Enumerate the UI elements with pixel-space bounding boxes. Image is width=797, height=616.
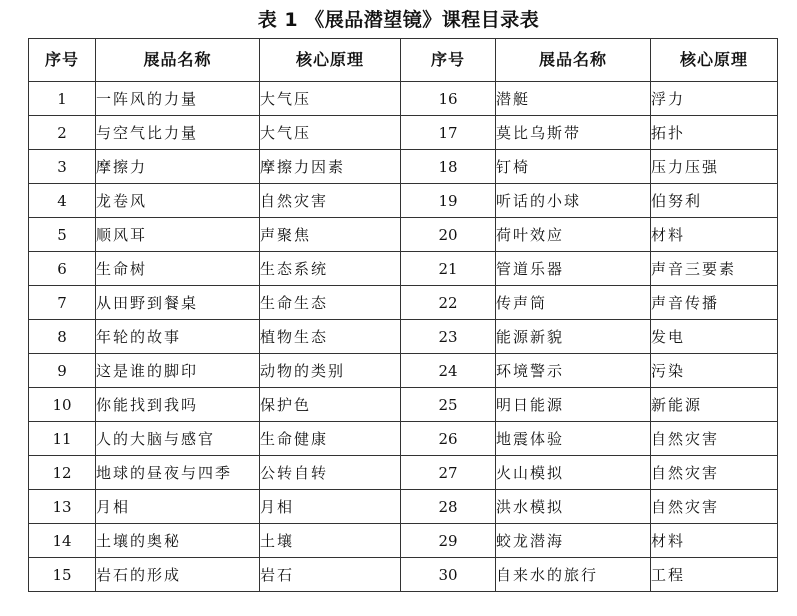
cell-exhibit-name-right: 能源新貌 — [496, 320, 651, 354]
cell-core-principle-right: 新能源 — [651, 388, 778, 422]
table-row — [29, 524, 778, 558]
cell-index-right: 20 — [401, 218, 496, 252]
cell-exhibit-name-left: 地球的昼夜与四季 — [96, 456, 260, 490]
cell-exhibit-name-right: 潜艇 — [496, 82, 651, 116]
cell-core-principle-left: 保护色 — [260, 388, 401, 422]
cell-core-principle-right: 发电 — [651, 320, 778, 354]
cell-exhibit-name-right: 火山模拟 — [496, 456, 651, 490]
cell-exhibit-name-right: 洪水模拟 — [496, 490, 651, 524]
table-row — [29, 388, 778, 422]
cell-exhibit-name-right: 环境警示 — [496, 354, 651, 388]
header-exhibit-name-left: 展品名称 — [96, 39, 260, 82]
cell-core-principle-right: 材料 — [651, 218, 778, 252]
cell-index-left: 10 — [29, 388, 96, 422]
cell-exhibit-name-right: 自来水的旅行 — [496, 558, 651, 592]
cell-exhibit-name-right: 听话的小球 — [496, 184, 651, 218]
table-row — [29, 456, 778, 490]
cell-exhibit-name-right: 钉椅 — [496, 150, 651, 184]
cell-core-principle-left: 动物的类别 — [260, 354, 401, 388]
cell-index-left: 11 — [29, 422, 96, 456]
cell-index-left: 2 — [29, 116, 96, 150]
table-row — [29, 320, 778, 354]
cell-index-right: 18 — [401, 150, 496, 184]
cell-index-right: 16 — [401, 82, 496, 116]
cell-index-right: 26 — [401, 422, 496, 456]
cell-core-principle-right: 压力压强 — [651, 150, 778, 184]
cell-exhibit-name-left: 顺风耳 — [96, 218, 260, 252]
cell-core-principle-left: 月相 — [260, 490, 401, 524]
cell-index-left: 5 — [29, 218, 96, 252]
cell-exhibit-name-left: 土壤的奥秘 — [96, 524, 260, 558]
cell-exhibit-name-left: 摩擦力 — [96, 150, 260, 184]
cell-exhibit-name-left: 你能找到我吗 — [96, 388, 260, 422]
table-row — [29, 82, 778, 116]
cell-exhibit-name-left: 从田野到餐桌 — [96, 286, 260, 320]
cell-index-left: 15 — [29, 558, 96, 592]
cell-core-principle-left: 土壤 — [260, 524, 401, 558]
cell-exhibit-name-right: 传声筒 — [496, 286, 651, 320]
cell-core-principle-right: 材料 — [651, 524, 778, 558]
cell-index-left: 12 — [29, 456, 96, 490]
cell-core-principle-left: 公转自转 — [260, 456, 401, 490]
cell-index-right: 30 — [401, 558, 496, 592]
cell-core-principle-left: 植物生态 — [260, 320, 401, 354]
cell-exhibit-name-left: 岩石的形成 — [96, 558, 260, 592]
cell-index-left: 13 — [29, 490, 96, 524]
table-row — [29, 116, 778, 150]
cell-index-right: 23 — [401, 320, 496, 354]
header-exhibit-name-right: 展品名称 — [496, 39, 651, 82]
cell-core-principle-left: 岩石 — [260, 558, 401, 592]
table-row — [29, 184, 778, 218]
cell-exhibit-name-left: 一阵风的力量 — [96, 82, 260, 116]
cell-index-left: 14 — [29, 524, 96, 558]
table-row — [29, 422, 778, 456]
cell-core-principle-left: 声聚焦 — [260, 218, 401, 252]
table-row — [29, 252, 778, 286]
table-body — [29, 82, 778, 592]
cell-core-principle-left: 生态系统 — [260, 252, 401, 286]
course-catalog-table — [28, 38, 778, 592]
header-core-principle-right: 核心原理 — [651, 39, 778, 82]
table-row — [29, 354, 778, 388]
cell-core-principle-left: 大气压 — [260, 82, 401, 116]
cell-exhibit-name-left: 这是谁的脚印 — [96, 354, 260, 388]
cell-core-principle-right: 声音三要素 — [651, 252, 778, 286]
cell-core-principle-right: 工程 — [651, 558, 778, 592]
table-row — [29, 558, 778, 592]
cell-index-left: 1 — [29, 82, 96, 116]
cell-index-left: 4 — [29, 184, 96, 218]
cell-core-principle-left: 生命健康 — [260, 422, 401, 456]
table-row — [29, 150, 778, 184]
cell-index-left: 3 — [29, 150, 96, 184]
cell-exhibit-name-left: 生命树 — [96, 252, 260, 286]
cell-exhibit-name-right: 蛟龙潜海 — [496, 524, 651, 558]
cell-exhibit-name-right: 地震体验 — [496, 422, 651, 456]
cell-core-principle-right: 伯努利 — [651, 184, 778, 218]
cell-exhibit-name-left: 年轮的故事 — [96, 320, 260, 354]
cell-core-principle-right: 污染 — [651, 354, 778, 388]
cell-index-right: 19 — [401, 184, 496, 218]
cell-exhibit-name-right: 管道乐器 — [496, 252, 651, 286]
header-index-right: 序号 — [401, 39, 496, 82]
cell-core-principle-right: 自然灾害 — [651, 456, 778, 490]
cell-index-left: 7 — [29, 286, 96, 320]
cell-index-right: 24 — [401, 354, 496, 388]
cell-index-right: 28 — [401, 490, 496, 524]
cell-core-principle-right: 自然灾害 — [651, 490, 778, 524]
header-index-left: 序号 — [29, 39, 96, 82]
table-row — [29, 286, 778, 320]
table-row — [29, 218, 778, 252]
cell-index-right: 27 — [401, 456, 496, 490]
cell-index-left: 8 — [29, 320, 96, 354]
cell-exhibit-name-left: 与空气比力量 — [96, 116, 260, 150]
cell-index-left: 6 — [29, 252, 96, 286]
header-core-principle-left: 核心原理 — [260, 39, 401, 82]
cell-index-right: 29 — [401, 524, 496, 558]
table-title: 表 1 《展品潜望镜》课程目录表 — [257, 9, 540, 31]
table-row — [29, 490, 778, 524]
cell-index-right: 17 — [401, 116, 496, 150]
cell-exhibit-name-right: 明日能源 — [496, 388, 651, 422]
cell-core-principle-right: 拓扑 — [651, 116, 778, 150]
cell-core-principle-left: 摩擦力因素 — [260, 150, 401, 184]
cell-exhibit-name-right: 荷叶效应 — [496, 218, 651, 252]
cell-core-principle-right: 浮力 — [651, 82, 778, 116]
cell-exhibit-name-left: 月相 — [96, 490, 260, 524]
cell-core-principle-right: 自然灾害 — [651, 422, 778, 456]
cell-index-right: 22 — [401, 286, 496, 320]
cell-index-left: 9 — [29, 354, 96, 388]
cell-core-principle-left: 大气压 — [260, 116, 401, 150]
cell-exhibit-name-right: 莫比乌斯带 — [496, 116, 651, 150]
cell-core-principle-left: 自然灾害 — [260, 184, 401, 218]
table-header-row — [29, 39, 778, 82]
cell-exhibit-name-left: 龙卷风 — [96, 184, 260, 218]
cell-core-principle-right: 声音传播 — [651, 286, 778, 320]
cell-index-right: 25 — [401, 388, 496, 422]
cell-exhibit-name-left: 人的大脑与感官 — [96, 422, 260, 456]
cell-index-right: 21 — [401, 252, 496, 286]
cell-core-principle-left: 生命生态 — [260, 286, 401, 320]
